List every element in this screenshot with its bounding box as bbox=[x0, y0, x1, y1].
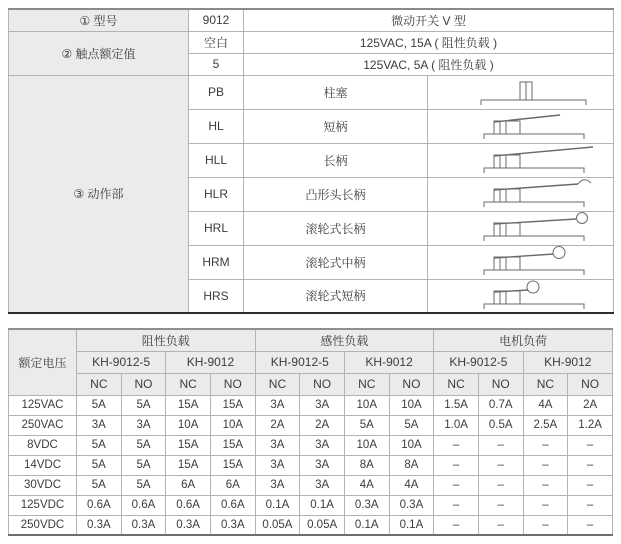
model-header: KH-9012-5 bbox=[434, 351, 523, 373]
load-group-inductive: 感性负载 bbox=[255, 329, 434, 351]
rating-value-cell: 3A bbox=[300, 455, 345, 475]
actuator-diagram-cell bbox=[428, 75, 614, 109]
hrs-roller-short-lever-diagram bbox=[436, 280, 606, 312]
rating-value-cell: 10A bbox=[166, 415, 211, 435]
rating-value-cell: 10A bbox=[344, 395, 389, 415]
rating-value-cell: 5A bbox=[77, 475, 122, 495]
rating-value-cell: 0.6A bbox=[210, 495, 255, 515]
actuator-diagram-cell bbox=[428, 177, 614, 211]
rating-value-cell: – bbox=[434, 515, 479, 535]
rating-value-cell: 3A bbox=[300, 435, 345, 455]
rating-value-cell: 2.5A bbox=[523, 415, 568, 435]
rating-value-cell: – bbox=[478, 515, 523, 535]
rating-value-cell: 0.3A bbox=[121, 515, 166, 535]
ratings-row bbox=[9, 475, 613, 495]
spec-table bbox=[8, 8, 614, 314]
rating-value-cell: 0.6A bbox=[166, 495, 211, 515]
actuator-diagram-cell bbox=[428, 109, 614, 143]
rating-value-cell: – bbox=[568, 435, 613, 455]
voltage-cell: 125VAC bbox=[9, 395, 77, 415]
rating-value-cell: 15A bbox=[210, 435, 255, 455]
rating-value-cell: 5A bbox=[77, 455, 122, 475]
actuator-diagram-cell bbox=[428, 245, 614, 279]
rating-value-cell: 6A bbox=[210, 475, 255, 495]
rating-value-cell: 0.1A bbox=[389, 515, 434, 535]
rating-value-cell: 4A bbox=[344, 475, 389, 495]
contact-rating-label: ② 触点额定值 bbox=[9, 31, 189, 75]
model-code: 9012 bbox=[189, 9, 244, 31]
contact-header: NC bbox=[166, 373, 211, 395]
rating-value-cell: 5A bbox=[77, 435, 122, 455]
rating-value-cell: 5A bbox=[121, 455, 166, 475]
rating-value-cell: – bbox=[478, 475, 523, 495]
contact-header: NC bbox=[344, 373, 389, 395]
rating-value-cell: – bbox=[434, 475, 479, 495]
voltage-cell: 8VDC bbox=[9, 435, 77, 455]
rating-value-cell: 3A bbox=[255, 475, 300, 495]
contact-rating-row bbox=[9, 31, 614, 53]
hlr-convex-head-lever-diagram bbox=[436, 178, 606, 210]
load-group-resistive: 阻性负载 bbox=[77, 329, 256, 351]
rating-value-cell: 3A bbox=[255, 395, 300, 415]
rating-value-cell: 3A bbox=[300, 475, 345, 495]
rating-value-cell: 15A bbox=[210, 395, 255, 415]
contact-rating-code: 5 bbox=[189, 53, 244, 75]
rating-value-cell: 0.6A bbox=[77, 495, 122, 515]
rating-value-cell: 0.3A bbox=[77, 515, 122, 535]
voltage-cell: 250VAC bbox=[9, 415, 77, 435]
voltage-cell: 125VDC bbox=[9, 495, 77, 515]
rating-value-cell: 4A bbox=[389, 475, 434, 495]
actuator-code: HL bbox=[189, 109, 244, 143]
rating-value-cell: – bbox=[568, 515, 613, 535]
contact-header: NO bbox=[121, 373, 166, 395]
rating-value-cell: – bbox=[523, 435, 568, 455]
rating-value-cell: 4A bbox=[523, 395, 568, 415]
rating-value-cell: – bbox=[523, 455, 568, 475]
contact-rating-code: 空白 bbox=[189, 31, 244, 53]
rating-value-cell: 5A bbox=[344, 415, 389, 435]
rating-value-cell: 3A bbox=[300, 395, 345, 415]
rating-value-cell: 0.1A bbox=[255, 495, 300, 515]
hll-long-lever-diagram bbox=[436, 144, 606, 176]
rating-value-cell: 10A bbox=[344, 435, 389, 455]
actuator-diagram-cell bbox=[428, 279, 614, 313]
rating-value-cell: – bbox=[434, 435, 479, 455]
rating-value-cell: 5A bbox=[389, 415, 434, 435]
rating-value-cell: 0.1A bbox=[344, 515, 389, 535]
rating-value-cell: 0.6A bbox=[121, 495, 166, 515]
ratings-table bbox=[8, 328, 613, 536]
rating-value-cell: 0.3A bbox=[166, 515, 211, 535]
rating-value-cell: 0.3A bbox=[344, 495, 389, 515]
contact-header: NO bbox=[478, 373, 523, 395]
rating-value-cell: 8A bbox=[344, 455, 389, 475]
model-header-row bbox=[9, 351, 613, 373]
contact-header: NC bbox=[255, 373, 300, 395]
contact-header: NO bbox=[210, 373, 255, 395]
model-row bbox=[9, 9, 614, 31]
rating-value-cell: 3A bbox=[121, 415, 166, 435]
contact-header: NC bbox=[523, 373, 568, 395]
ratings-row bbox=[9, 435, 613, 455]
voltage-cell: 30VDC bbox=[9, 475, 77, 495]
actuator-row bbox=[9, 75, 614, 109]
ratings-row bbox=[9, 395, 613, 415]
contact-rating-value: 125VAC, 15A ( 阻性负载 ) bbox=[244, 31, 614, 53]
rating-value-cell: 1.2A bbox=[568, 415, 613, 435]
rating-value-cell: 3A bbox=[255, 455, 300, 475]
hrm-roller-medium-lever-diagram bbox=[436, 246, 606, 278]
rating-value-cell: 0.05A bbox=[300, 515, 345, 535]
rating-value-cell: – bbox=[434, 455, 479, 475]
rating-value-cell: 5A bbox=[121, 395, 166, 415]
rating-value-cell: 2A bbox=[255, 415, 300, 435]
voltage-header: 额定电压 bbox=[9, 329, 77, 395]
ratings-row bbox=[9, 515, 613, 535]
actuator-code: HLL bbox=[189, 143, 244, 177]
ratings-row bbox=[9, 455, 613, 475]
rating-value-cell: 15A bbox=[166, 435, 211, 455]
contact-header: NO bbox=[568, 373, 613, 395]
model-value: 微动开关 V 型 bbox=[244, 9, 614, 31]
rating-value-cell: 0.3A bbox=[389, 495, 434, 515]
contact-header: NC bbox=[434, 373, 479, 395]
ratings-tbody bbox=[9, 395, 613, 535]
rating-value-cell: 0.1A bbox=[300, 495, 345, 515]
rating-value-cell: 15A bbox=[166, 395, 211, 415]
load-group-motor: 电机负荷 bbox=[434, 329, 613, 351]
rating-value-cell: 15A bbox=[210, 455, 255, 475]
actuator-diagram-cell bbox=[428, 211, 614, 245]
model-header: KH-9012-5 bbox=[77, 351, 166, 373]
actuator-name: 凸形头长柄 bbox=[244, 177, 428, 211]
model-label: ① 型号 bbox=[9, 9, 189, 31]
model-header: KH-9012 bbox=[166, 351, 255, 373]
rating-value-cell: 5A bbox=[121, 435, 166, 455]
contact-rating-value: 125VAC, 5A ( 阻性负载 ) bbox=[244, 53, 614, 75]
rating-value-cell: 15A bbox=[166, 455, 211, 475]
rating-value-cell: – bbox=[568, 475, 613, 495]
rating-value-cell: – bbox=[478, 495, 523, 515]
actuator-name: 柱塞 bbox=[244, 75, 428, 109]
actuator-name: 滚轮式中柄 bbox=[244, 245, 428, 279]
rating-value-cell: 10A bbox=[389, 395, 434, 415]
rating-value-cell: – bbox=[523, 495, 568, 515]
rating-value-cell: – bbox=[568, 495, 613, 515]
rating-value-cell: 2A bbox=[300, 415, 345, 435]
rating-value-cell: 0.3A bbox=[210, 515, 255, 535]
actuator-name: 滚轮式长柄 bbox=[244, 211, 428, 245]
rating-value-cell: 1.0A bbox=[434, 415, 479, 435]
hrl-roller-long-lever-diagram bbox=[436, 212, 606, 244]
rating-value-cell: 10A bbox=[210, 415, 255, 435]
load-group-header-row bbox=[9, 329, 613, 351]
model-header: KH-9012-5 bbox=[255, 351, 344, 373]
rating-value-cell: – bbox=[523, 475, 568, 495]
rating-value-cell: 5A bbox=[77, 395, 122, 415]
rating-value-cell: – bbox=[434, 495, 479, 515]
ratings-row bbox=[9, 495, 613, 515]
contact-header-row bbox=[9, 373, 613, 395]
rating-value-cell: – bbox=[478, 435, 523, 455]
rating-value-cell: 0.7A bbox=[478, 395, 523, 415]
actuator-code: HRL bbox=[189, 211, 244, 245]
actuator-diagram-cell bbox=[428, 143, 614, 177]
contact-header: NO bbox=[300, 373, 345, 395]
voltage-cell: 14VDC bbox=[9, 455, 77, 475]
actuator-code: HLR bbox=[189, 177, 244, 211]
rating-value-cell: – bbox=[568, 455, 613, 475]
contact-header: NO bbox=[389, 373, 434, 395]
rating-value-cell: 6A bbox=[166, 475, 211, 495]
ratings-row bbox=[9, 415, 613, 435]
rating-value-cell: 5A bbox=[121, 475, 166, 495]
rating-value-cell: 2A bbox=[568, 395, 613, 415]
actuator-code: PB bbox=[189, 75, 244, 109]
actuator-name: 短柄 bbox=[244, 109, 428, 143]
rating-value-cell: 0.05A bbox=[255, 515, 300, 535]
rating-value-cell: 3A bbox=[255, 435, 300, 455]
hl-short-lever-diagram bbox=[436, 110, 606, 142]
rating-value-cell: 8A bbox=[389, 455, 434, 475]
rating-value-cell: – bbox=[523, 515, 568, 535]
actuator-label: ③ 动作部 bbox=[9, 75, 189, 313]
pb-plunger-diagram bbox=[436, 76, 606, 108]
actuator-code: HRS bbox=[189, 279, 244, 313]
voltage-cell: 250VDC bbox=[9, 515, 77, 535]
contact-header: NC bbox=[77, 373, 122, 395]
actuator-name: 长柄 bbox=[244, 143, 428, 177]
rating-value-cell: 3A bbox=[77, 415, 122, 435]
model-header: KH-9012 bbox=[523, 351, 612, 373]
actuator-name: 滚轮式短柄 bbox=[244, 279, 428, 313]
rating-value-cell: 0.5A bbox=[478, 415, 523, 435]
model-header: KH-9012 bbox=[344, 351, 433, 373]
rating-value-cell: 1.5A bbox=[434, 395, 479, 415]
rating-value-cell: 10A bbox=[389, 435, 434, 455]
actuator-code: HRM bbox=[189, 245, 244, 279]
rating-value-cell: – bbox=[478, 455, 523, 475]
